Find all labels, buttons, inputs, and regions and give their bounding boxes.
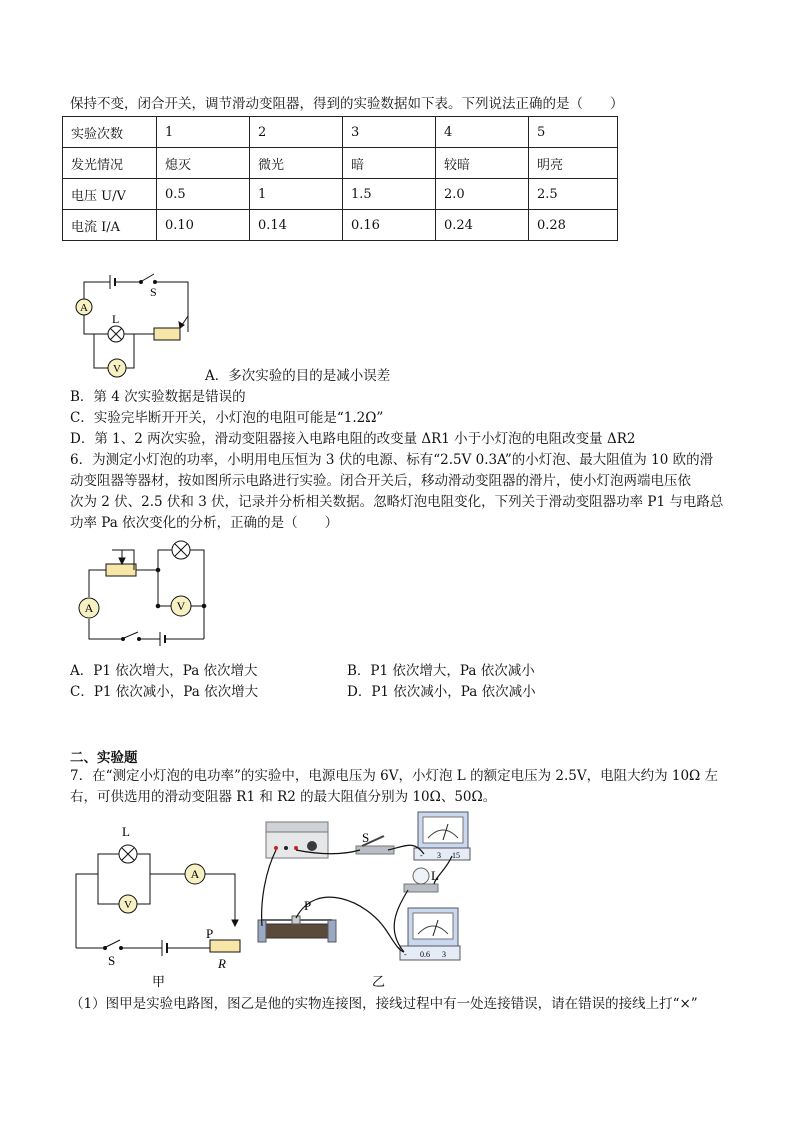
table-row: 电流 I/A 0.10 0.14 0.16 0.24 0.28 <box>63 210 618 241</box>
q6-circuit-diagram <box>72 540 212 650</box>
ammeter-label: A <box>190 867 200 881</box>
svg-text:0.6: 0.6 <box>420 950 430 959</box>
table-row: 发光情况 熄灭 微光 暗 较暗 明亮 <box>63 148 618 179</box>
svg-text:-: - <box>404 950 407 959</box>
switch-label: S <box>150 285 157 299</box>
voltmeter-label: V <box>124 899 132 911</box>
q6-option-a: A．P1 依次增大，Pa 依次增大 <box>70 663 258 679</box>
q6-option-d: D．P1 依次减小，Pa 依次减小 <box>347 684 536 700</box>
q5-intro: 保持不变，闭合开关，调节滑动变阻器，得到的实验数据如下表。下列说法正确的是（ ） <box>70 96 624 112</box>
figure-caption: 乙 <box>372 974 386 989</box>
ammeter-icon <box>400 908 460 960</box>
q6-option-c: C．P1 依次减小，Pa 依次增大 <box>70 684 259 700</box>
q5-circuit-diagram <box>70 262 200 382</box>
voltmeter-label: V <box>113 363 121 375</box>
q6-text-line4: 功率 Pa 依次变化的分析，正确的是（ ） <box>70 515 339 531</box>
slider-label: P <box>304 898 312 913</box>
q5-option-d: D．第 1、2 两次实验，滑动变阻器接入电路电阻的改变量 ΔR1 小于小灯泡的电阻改变量 ΔR2 <box>70 431 636 447</box>
voltmeter-label: V <box>176 599 186 613</box>
table-row: 电压 U/V 0.5 1 1.5 2.0 2.5 <box>63 179 618 210</box>
lamp-label: L <box>122 824 130 839</box>
q6-option-b: B．P1 依次增大，Pa 依次减小 <box>347 663 535 679</box>
ammeter-label: A <box>80 302 88 314</box>
section-title: 二、实验题 <box>70 750 138 766</box>
q5-option-a: A．多次实验的目的是减小误差 <box>205 368 391 384</box>
lamp-label: L <box>431 868 439 883</box>
q7-figure-yi <box>256 810 476 990</box>
svg-text:-: - <box>420 851 423 860</box>
q7-figure-jia <box>70 824 250 990</box>
rheostat-icon <box>258 916 336 942</box>
table-row: 实验次数 1 2 3 4 5 <box>63 117 618 148</box>
q5-option-c: C．实验完毕断开开关，小灯泡的电阻可能是“1.2Ω” <box>70 410 384 426</box>
q6-text-line2: 动变阻器等器材，按如图所示电路进行实验。闭合开关后，移动滑动变阻器的滑片，使小灯泡两端电压依 <box>70 473 691 489</box>
svg-text:3: 3 <box>437 851 441 860</box>
q6-text-line3: 次为 2 伏、2.5 伏和 3 伏，记录并分析相关数据。忽略灯泡电阻变化，下列关于滑动变阻器功率 P1 与电路总 <box>70 494 724 510</box>
q7-text-line2: 右，可供选用的滑动变阻器 R1 和 R2 的最大阻值分别为 10Ω、50Ω。 <box>70 789 497 805</box>
switch-label: S <box>362 830 370 845</box>
ammeter-label: A <box>84 601 94 615</box>
q5-option-b: B．第 4 次实验数据是错误的 <box>70 389 246 405</box>
svg-text:3: 3 <box>442 950 446 959</box>
q7-part1: （1）图甲是实验电路图，图乙是他的实物连接图，接线过程中有一处连接错误，请在错误的接线上打“×” <box>70 996 698 1012</box>
rheostat-label: R <box>218 956 226 971</box>
figure-caption: 甲 <box>152 974 166 989</box>
slider-label: P <box>206 926 214 941</box>
q6-text-line1: 6．为测定小灯泡的功率，小明用电压恒为 3 伏的电源、标有“2.5V 0.3A”的小灯泡、最大阻值为 10 欧的滑 <box>70 452 714 468</box>
switch-label: S <box>108 953 116 968</box>
svg-text:15: 15 <box>452 851 460 860</box>
q7-text-line1: 7．在“测定小灯泡的电功率”的实验中，电源电压为 6V，小灯泡 L 的额定电压为 2.5V，电阻大约为 10Ω 左 <box>70 768 719 784</box>
data-table <box>62 116 618 241</box>
lamp-label: L <box>112 312 120 326</box>
